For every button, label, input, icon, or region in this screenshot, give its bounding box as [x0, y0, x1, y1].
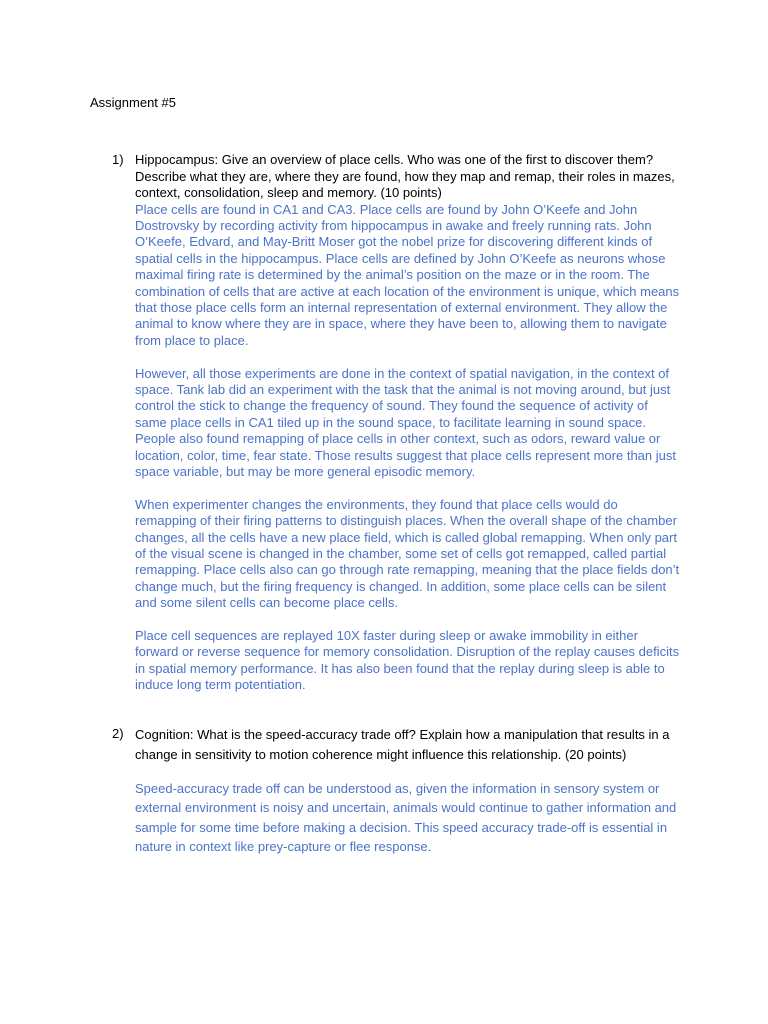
- question-2: [135, 725, 680, 873]
- question-2-number: 2): [112, 726, 124, 741]
- question-1-prompt: Hippocampus: Give an overview of place cells. Who was one of the first to discover them? Describe what they are, where they are found, how they map and remap, their roles in mazes, context, consolidation, sleep and memory. (10 points): [135, 152, 675, 200]
- answer-1-paragraph-3: When experimenter changes the environments, they found that place cells would do remapping of their firing patterns to distinguish places. When the overall shape of the chamber changes, all the cells have a new place field, which is called global remapping. When only part of the visual scene is changed in the chamber, some set of cells got remapped, called partial remapping. Place cells also can go through rate remapping, meaning that the place fields don’t change much, but the firing frequency is changed. In addition, some place cells can be silent and some silent cells can become place cells.: [135, 496, 680, 611]
- question-1-number: 1): [112, 152, 124, 167]
- assignment-title: Assignment #5: [90, 95, 176, 110]
- answer-1-paragraph-4: Place cell sequences are replayed 10X faster during sleep or awake immobility in either forward or reverse sequence for memory consolidation. Disruption of the replay causes deficits in spatial memory performance. It has also been found that the replay during sleep is able to induce long term potentiation.: [135, 628, 680, 693]
- answer-2-paragraph-1: Speed-accuracy trade off can be understood as, given the information in sensory system or external environment is noisy and uncertain, animals would continue to gather information and sample for some time before making a decision. This speed accuracy trade-off is essential in nature in context like prey-capture or flee response.: [135, 781, 677, 854]
- question-1: [135, 152, 680, 710]
- answer-1-paragraph-2: However, all those experiments are done in the context of spatial navigation, in the context of space. Tank lab did an experiment with the task that the animal is not moving around, but just control the stick to change the frequency of sound. They found the sequence of activity of same place cells in CA1 tiled up in the sound space, to facilitate learning in sound space. People also found remapping of place cells in other context, such as odors, reward value or location, color, time, fear state. Those results suggest that place cells represent more than just space variable, but may be more general episodic memory.: [135, 365, 676, 479]
- question-2-prompt: Cognition: What is the speed-accuracy trade off? Explain how a manipulation that results in a change in sensitivity to motion coherence might influence this relationship. (20 points): [135, 727, 670, 762]
- answer-1-paragraph-1: Place cells are found in CA1 and CA3. Place cells are found by John O’Keefe and John Dostrovsky by recording activity from hippocampus in awake and freely running rats. John O’Keefe, Edvard, and May-Britt Moser got the nobel prize for discovering different kinds of spatial cells in the hippocampus. Place cells are defined by John O’Keefe as neurons whose maximal firing rate is determined by the animal’s position on the maze or in the room. The combination of cells that are active at each location of the environment is unique, which means that those place cells form an internal representation of external environment. They allow the animal to know where they are in space, where they have been to, allowing them to navigate from place to place.: [135, 201, 680, 348]
